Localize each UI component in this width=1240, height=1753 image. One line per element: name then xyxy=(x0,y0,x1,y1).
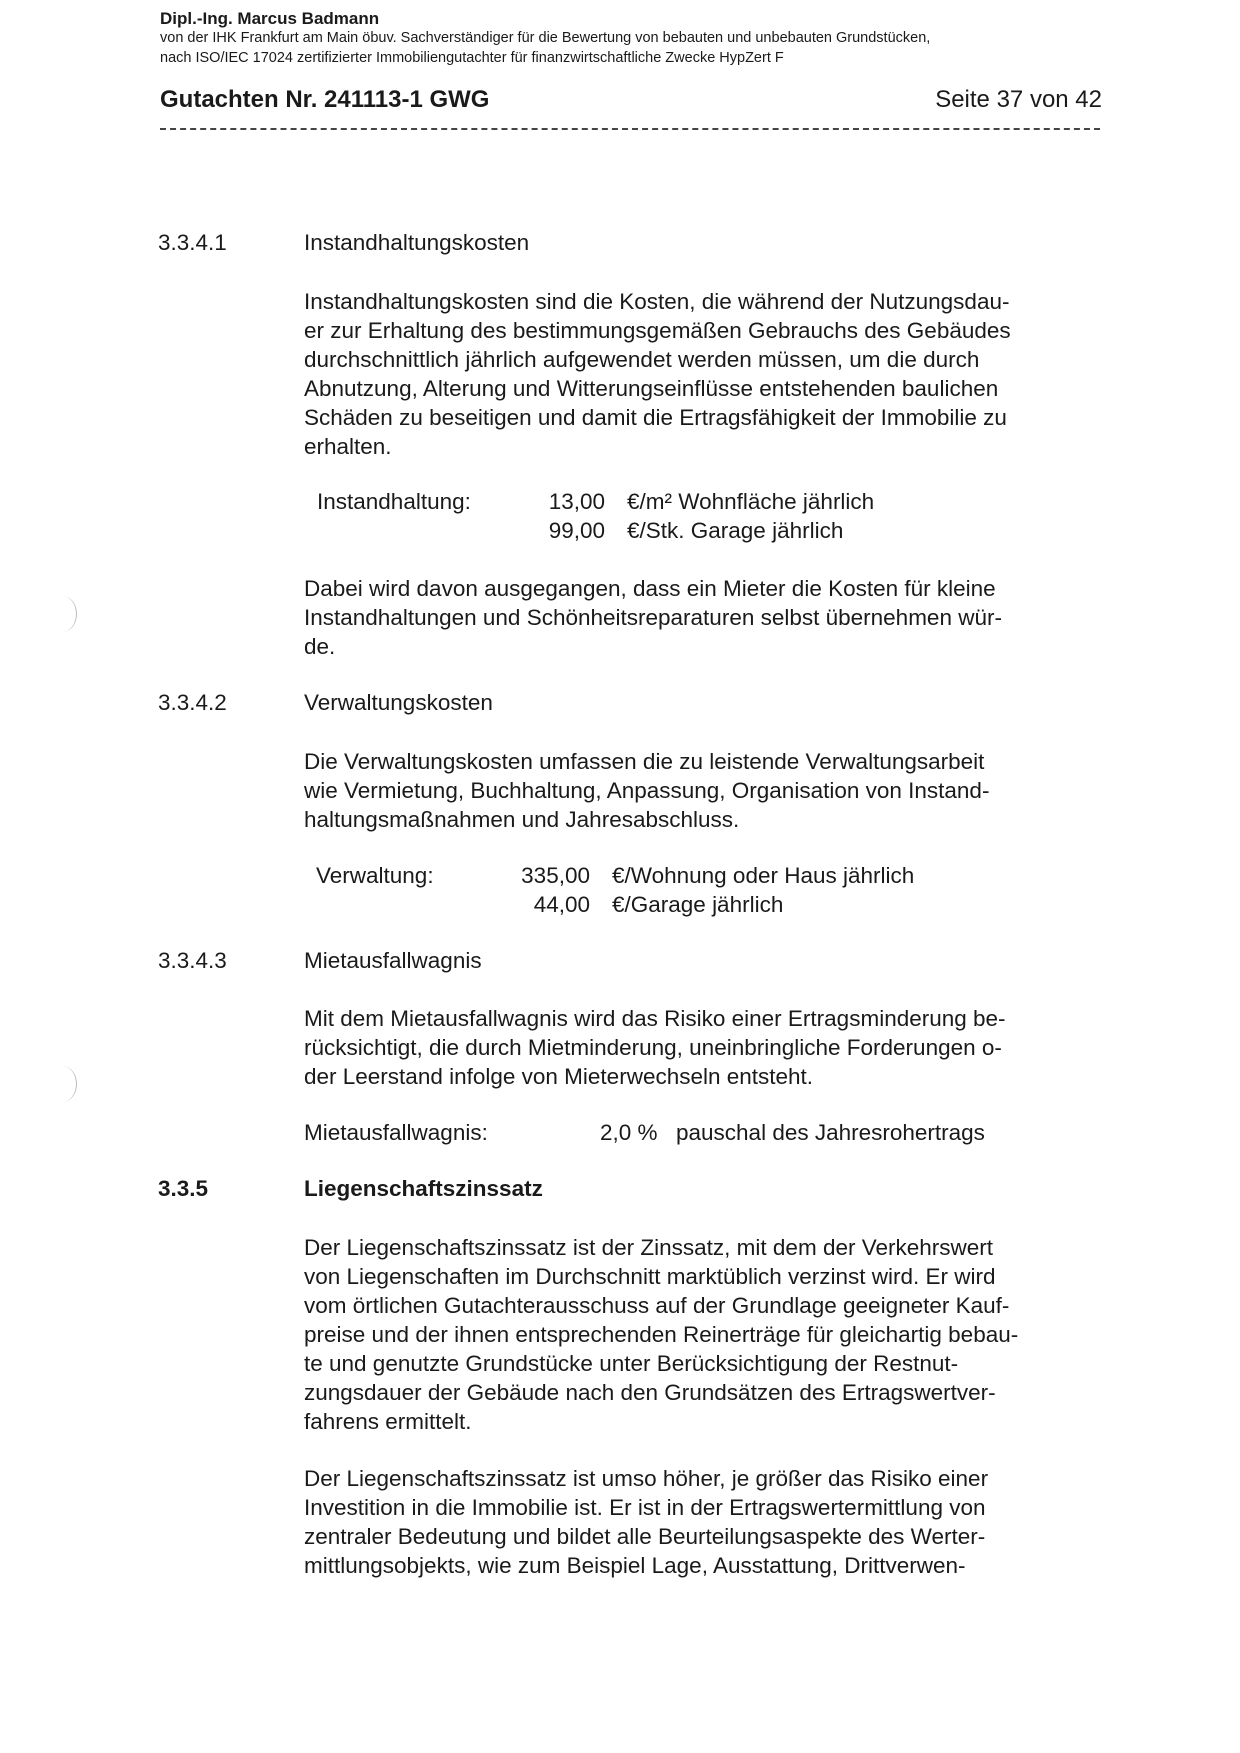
text-line: Der Liegenschaftszinssatz ist umso höher, je größer das Risiko einer xyxy=(304,1466,989,1491)
text-line: erhalten. xyxy=(304,434,392,459)
text-line: Die Verwaltungskosten umfassen die zu leistende Verwaltungsarbeit xyxy=(304,749,985,774)
text-line: durchschnittlich jährlich aufgewendet werden müssen, um die durch xyxy=(304,347,980,372)
text-line: Schäden zu beseitigen und damit die Ertragsfähigkeit der Immobilie zu xyxy=(304,405,1007,430)
section-number: 3.3.4.1 xyxy=(158,230,227,255)
cost-unit: €/Stk. Garage jährlich xyxy=(627,518,844,543)
text-line: von Liegenschaften im Durchschnitt marktüblich verzinst wird. Er wird xyxy=(304,1264,996,1289)
page-number: Seite 37 von 42 xyxy=(935,86,1102,113)
text-line: Dabei wird davon ausgegangen, dass ein Mieter die Kosten für kleine xyxy=(304,576,996,601)
report-number: Gutachten Nr. 241113-1 GWG xyxy=(160,86,490,113)
author-name: Dipl.-Ing. Marcus Badmann xyxy=(160,9,380,28)
section-title: Verwaltungskosten xyxy=(304,690,493,715)
text-line: vom örtlichen Gutachterausschuss auf der Grundlage geeigneter Kauf- xyxy=(304,1293,1010,1318)
cost-unit: €/Garage jährlich xyxy=(612,892,784,917)
cost-label: Instandhaltung: xyxy=(317,489,471,514)
text-line: Investition in die Immobilie ist. Er ist in der Ertragswertermittlung von xyxy=(304,1495,986,1520)
cost-value: 13,00 xyxy=(548,489,605,514)
cost-label: Verwaltung: xyxy=(316,863,434,888)
header-divider xyxy=(160,128,1100,130)
author-credentials-line-1: von der IHK Frankfurt am Main öbuv. Sachverständiger für die Bewertung von bebauten und unbebauten Grundstücken, xyxy=(160,30,931,46)
text-line: preise und der ihnen entsprechenden Reinerträge für gleichartig bebau- xyxy=(304,1322,1019,1347)
text-line: Abnutzung, Alterung und Witterungseinflüsse entstehenden baulichen xyxy=(304,376,999,401)
text-line: mittlungsobjekts, wie zum Beispiel Lage, Ausstattung, Drittverwen- xyxy=(304,1553,966,1578)
text-line: der Leerstand infolge von Mieterwechseln entsteht. xyxy=(304,1064,814,1089)
paragraph xyxy=(304,574,1104,661)
cost-value: 2,0 % xyxy=(600,1120,658,1145)
punch-hole-mark xyxy=(48,596,77,632)
cost-label: Mietausfallwagnis: xyxy=(304,1120,488,1145)
section-title: Mietausfallwagnis xyxy=(304,948,482,973)
author-credentials-line-2: nach ISO/IEC 17024 zertifizierter Immobiliengutachter für finanzwirtschaftliche Zwecke HypZert F xyxy=(160,50,784,66)
text-line: wie Vermietung, Buchhaltung, Anpassung, Organisation von Instand- xyxy=(304,778,990,803)
text-line: te und genutzte Grundstücke unter Berücksichtigung der Restnut- xyxy=(304,1351,959,1376)
punch-hole-mark xyxy=(48,1066,77,1102)
cost-value: 44,00 xyxy=(533,892,590,917)
text-line: rücksichtigt, die durch Mietminderung, uneinbringliche Forderungen o- xyxy=(304,1035,1002,1060)
section-number: 3.3.4.2 xyxy=(158,690,227,715)
cost-value: 335,00 xyxy=(521,863,590,888)
cost-value: 99,00 xyxy=(548,518,605,543)
text-line: Instandhaltungskosten sind die Kosten, die während der Nutzungsdau- xyxy=(304,289,1010,314)
text-line: haltungsmaßnahmen und Jahresabschluss. xyxy=(304,807,740,832)
paragraph xyxy=(304,747,1104,834)
cost-unit: €/m² Wohnfläche jährlich xyxy=(627,489,875,514)
text-line: zungsdauer der Gebäude nach den Grundsätzen des Ertragswertver- xyxy=(304,1380,996,1405)
text-line: Instandhaltungen und Schönheitsreparaturen selbst übernehmen wür- xyxy=(304,605,1002,630)
text-line: er zur Erhaltung des bestimmungsgemäßen Gebrauchs des Gebäudes xyxy=(304,318,1011,343)
text-line: fahrens ermittelt. xyxy=(304,1409,472,1434)
section-number: 3.3.5 xyxy=(158,1176,209,1201)
text-line: zentraler Bedeutung und bildet alle Beurteilungsaspekte des Werter- xyxy=(304,1524,986,1549)
cost-unit: pauschal des Jahresrohertrags xyxy=(676,1120,985,1145)
section-title: Liegenschaftszinssatz xyxy=(304,1176,543,1201)
cost-unit: €/Wohnung oder Haus jährlich xyxy=(612,863,915,888)
section-number: 3.3.4.3 xyxy=(158,948,227,973)
text-line: de. xyxy=(304,634,336,659)
paragraph xyxy=(304,1004,1104,1091)
section-title: Instandhaltungskosten xyxy=(304,230,530,255)
text-line: Mit dem Mietausfallwagnis wird das Risiko einer Ertragsminderung be- xyxy=(304,1006,1006,1031)
paragraph xyxy=(304,1233,1104,1436)
paragraph xyxy=(304,287,1104,461)
text-line: Der Liegenschaftszinssatz ist der Zinssatz, mit dem der Verkehrswert xyxy=(304,1235,994,1260)
paragraph xyxy=(304,1464,1104,1580)
